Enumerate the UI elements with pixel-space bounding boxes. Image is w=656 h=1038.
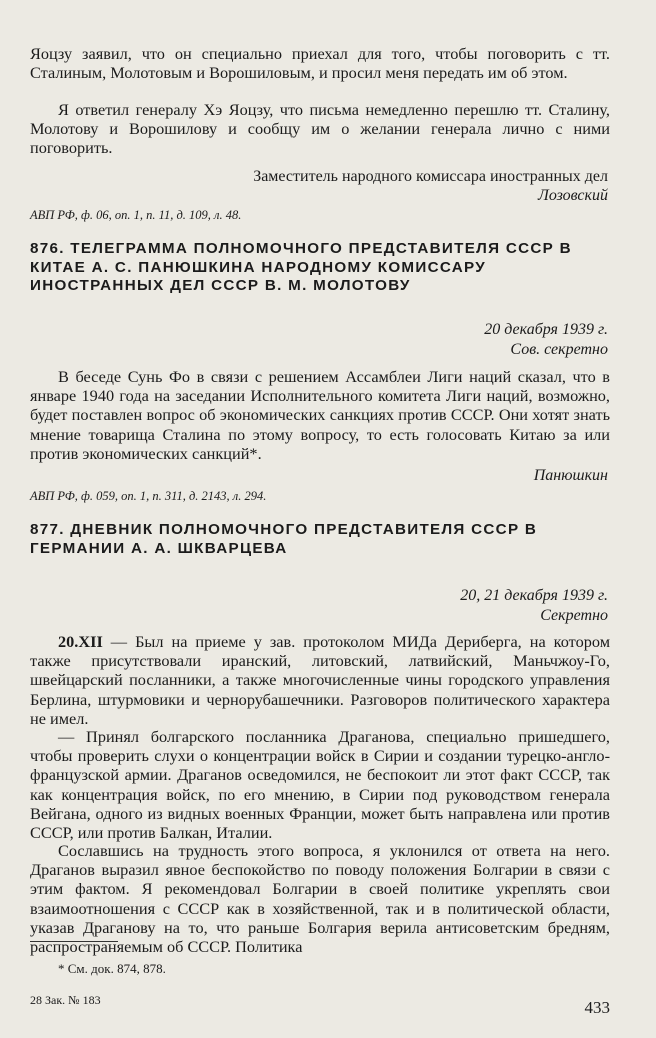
telegram-signature: Панюшкин xyxy=(533,467,608,484)
document-date: 20 декабря 1939 г. xyxy=(484,321,608,338)
diary-entry-text: — Был на приеме у зав. протоколом МИДа Дериберга, на котором также присутствовали иранский, литовский, латвийский, Маньчжоу-Го, швейцарский посланники, а также многочисленные чины городского управления Берлина, штурмовики и чернорубашечники. Разговоров политического характера не имел. xyxy=(30,632,610,728)
classification: Сов. секретно xyxy=(510,341,608,358)
diary-paragraph: — Принял болгарского посланника Драганова, специально пришедшего, чтобы проверить слухи о концентрации войск в Сирии и создании турецко-англо-французской армии. Драганов осведомился, не беспокоит ли этот факт СССР, так как концентрация войск, по его мнению, в Сирии под руководством генерала Вейгана, одного из видных военных Франции, может быть направлена или против СССР, или против Балкан, Италии. xyxy=(30,727,610,843)
archive-source: АВП РФ, ф. 06, оп. 1, п. 11, д. 109, л. 48. xyxy=(30,208,242,222)
signature-name: Лозовский xyxy=(538,187,608,204)
signature-title: Заместитель народного комиссара иностранных дел xyxy=(253,168,608,185)
footnote: * См. док. 874, 878. xyxy=(58,961,166,976)
diary-entry xyxy=(30,632,610,728)
printer-signature: 28 Зак. № 183 xyxy=(30,993,101,1007)
page-number: 433 xyxy=(584,998,610,1017)
footnote-divider xyxy=(30,941,118,942)
diary-date: 20.XII xyxy=(58,632,103,651)
diary-paragraph: Сославшись на трудность этого вопроса, я уклонился от ответа на него. Драганов выразил явное беспокойство по поводу положения Болгарии в связи с этим фактом. Я рекомендовал Болгарии в своей политике укреплять свои взаимоотношения с СССР как в хозяйственной, так и в политической области, указав Драганову на то, что раньше Болгария верила антисоветским бредням, распространяемым об СССР. Политика xyxy=(30,841,610,957)
telegram-body: В беседе Сунь Фо в связи с решением Ассамблеи Лиги наций сказал, что в январе 1940 года на заседании Исполнительного комитета Лиги наций, возможно, будет поставлен вопрос об экономических санкциях против СССР. Они хотят знать мнение товарища Сталина по этому вопросу, то есть голосовать Китаю за или против экономических санкций*. xyxy=(30,367,610,463)
document-heading: 876. ТЕЛЕГРАММА ПОЛНОМОЧНОГО ПРЕДСТАВИТЕЛЯ СССР В КИТАЕ А. С. ПАНЮШКИНА НАРОДНОМУ КОМИССАРУ ИНОСТРАННЫХ ДЕЛ СССР В. М. МОЛОТОВУ xyxy=(30,240,572,295)
document-date: 20, 21 декабря 1939 г. xyxy=(460,587,608,604)
paragraph-reply: Я ответил генералу Хэ Яоцзу, что письма немедленно перешлю тт. Сталину, Молотову и Ворошилову и сообщу им о желании генерала лично с ними поговорить. xyxy=(30,100,610,158)
archive-source: АВП РФ, ф. 059, оп. 1, п. 311, д. 2143, л. 294. xyxy=(30,489,267,503)
document-heading: 877. ДНЕВНИК ПОЛНОМОЧНОГО ПРЕДСТАВИТЕЛЯ СССР В ГЕРМАНИИ А. А. ШКВАРЦЕВА xyxy=(30,521,538,557)
classification: Секретно xyxy=(540,607,608,624)
paragraph-continuation: Яоцзу заявил, что он специально приехал для того, чтобы поговорить с тт. Сталиным, Молотовым и Ворошиловым, и просил меня передать им об этом. xyxy=(30,44,610,83)
